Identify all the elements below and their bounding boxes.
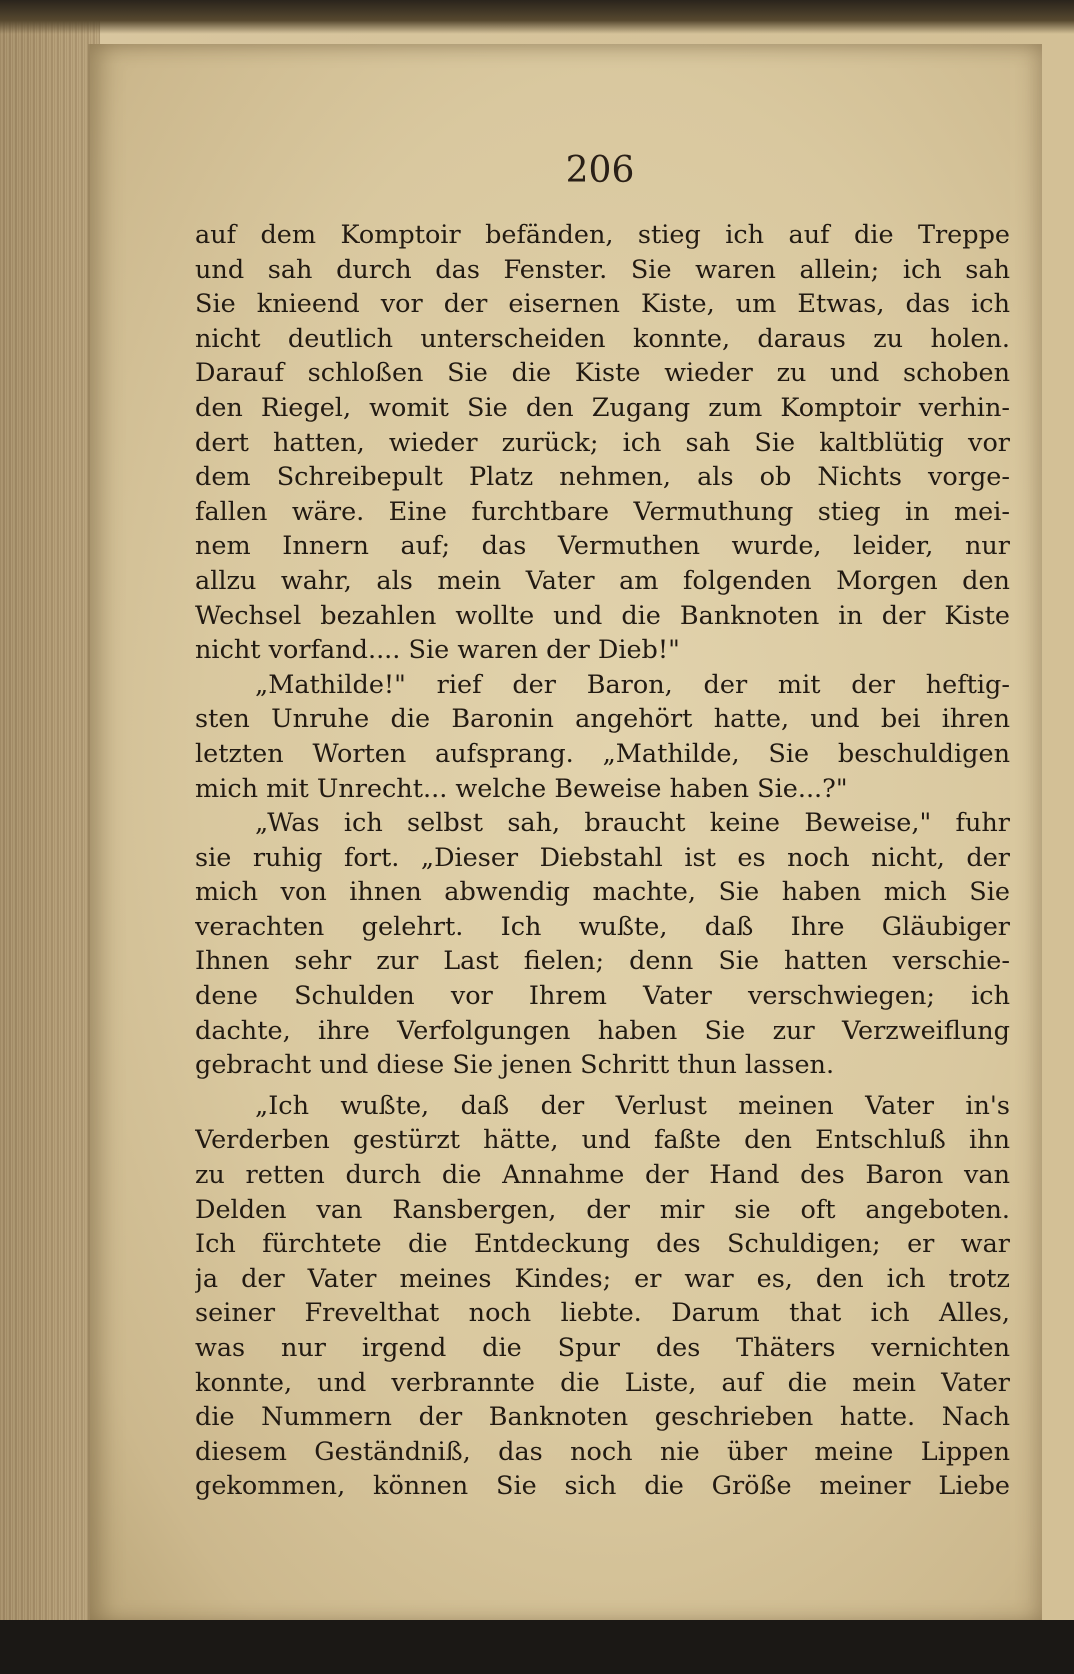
text-line: Ihnen sehr zur Last fielen; denn Sie hatten verschie- [195,946,1010,977]
text-line: Ich fürchtete die Entdeckung des Schuldigen; er war [195,1229,1010,1260]
text-line: dem Schreibepult Platz nehmen, als ob Nichts vorge- [195,462,1010,493]
text-line: Verderben gestürzt hätte, und faßte den Entschluß ihn [195,1125,1010,1156]
text-line: letzten Worten aufsprang. „Mathilde, Sie beschuldigen [195,738,1010,769]
text-line: mich von ihnen abwendig machte, Sie haben mich Sie [195,877,1010,908]
page-number: 206 [565,150,635,191]
text-line: Sie knieend vor der eisernen Kiste, um Etwas, das ich [195,289,1010,320]
text-line: und sah durch das Fenster. Sie waren allein; ich sah [195,254,1010,285]
text-line: seiner Frevelthat noch liebte. Darum that ich Alles, [195,1298,1010,1329]
text-line: diesem Geständniß, das noch nie über meine Lippen [195,1436,1010,1467]
text-line: auf dem Komptoir befänden, stieg ich auf die Treppe [195,220,1010,250]
text-line: mich mit Unrecht... welche Beweise haben Sie...?" [195,773,848,804]
text-line: „Mathilde!" rief der Baron, der mit der heftig- [255,669,1010,700]
text-line: zu retten durch die Annahme der Hand des Baron van [195,1160,1010,1191]
text-line: den Riegel, womit Sie den Zugang zum Komptoir verhin- [195,392,1010,423]
text-line: Darauf schloßen Sie die Kiste wieder zu und schoben [195,358,1010,389]
text-line: „Ich wußte, daß der Verlust meinen Vater in's [255,1090,1010,1121]
text-line: dert hatten, wieder zurück; ich sah Sie kaltblütig vor [195,427,1010,458]
text-line: sie ruhig fort. „Dieser Diebstahl ist es noch nicht, der [195,842,1010,873]
text-line: Delden van Ransbergen, der mir sie oft angeboten. [195,1194,1010,1225]
background-surface [0,1620,1074,1674]
top-binding-shadow [0,0,1074,34]
text-line: nem Innern auf; das Vermuthen wurde, leider, nur [195,531,1010,562]
text-line: verachten gelehrt. Ich wußte, daß Ihre Gläubiger [195,911,1010,942]
text-line: sten Unruhe die Baronin angehört hatte, und bei ihren [195,704,1010,735]
text-line: gekommen, können Sie sich die Größe meiner Liebe [195,1471,1010,1502]
text-line: fallen wäre. Eine furchtbare Vermuthung stieg in mei- [195,496,1010,527]
text-line: „Was ich selbst sah, braucht keine Beweise," fuhr [255,808,1010,839]
text-line: gebracht und diese Sie jenen Schritt thun lassen. [195,1050,835,1081]
text-line: dene Schulden vor Ihrem Vater verschwiegen; ich [195,981,1010,1012]
page-edges [0,0,100,1640]
text-line: konnte, und verbrannte die Liste, auf die mein Vater [195,1367,1010,1398]
text-line: nicht vorfand.... Sie waren der Dieb!" [195,635,680,666]
page-text [195,218,1010,1504]
text-line: nicht deutlich unterscheiden konnte, daraus zu holen. [195,323,1010,354]
text-line: ja der Vater meines Kindes; er war es, den ich trotz [195,1263,1010,1294]
text-line: dachte, ihre Verfolgungen haben Sie zur Verzweiflung [195,1015,1010,1046]
text-line: was nur irgend die Spur des Thäters vernichten [195,1333,1010,1363]
text-line: allzu wahr, als mein Vater am folgenden Morgen den [195,565,1010,596]
text-line: die Nummern der Banknoten geschrieben hatte. Nach [195,1402,1010,1433]
text-line: Wechsel bezahlen wollte und die Banknoten in der Kiste [195,600,1010,631]
